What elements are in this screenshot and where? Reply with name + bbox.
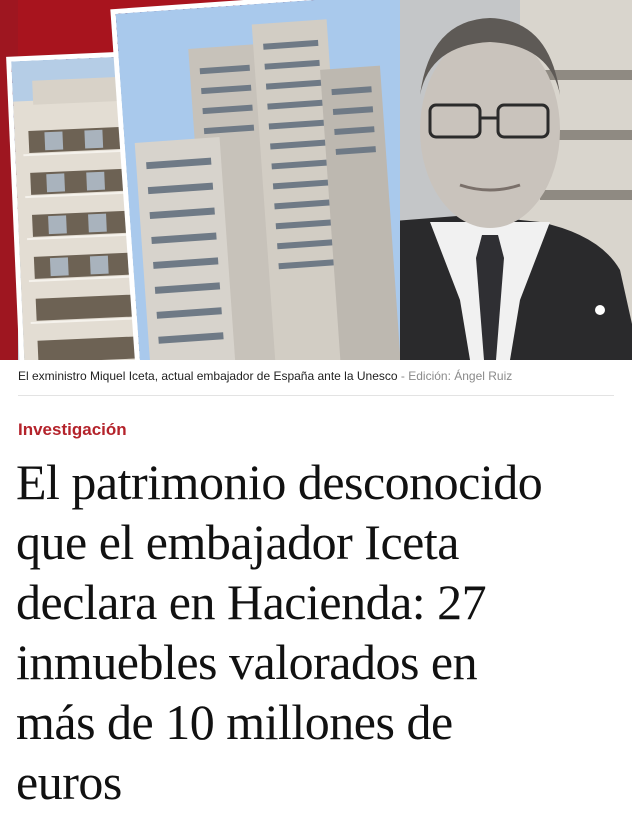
- headline-line: inmuebles valorados en: [16, 634, 478, 690]
- red-side-band: [0, 0, 18, 360]
- portrait-photo-right: [400, 0, 632, 360]
- article-headline: [16, 452, 628, 812]
- headline-line: más de 10 millones de: [16, 694, 453, 750]
- headline-line: El patrimonio desconocido: [16, 454, 543, 510]
- caption-text: El exministro Miquel Iceta, actual embajador de España ante la Unesco: [18, 369, 398, 383]
- photo-credit: Edición: Ángel Ruiz: [408, 369, 513, 383]
- hero-photo-collage: [0, 0, 632, 360]
- headline-line: que el embajador Iceta: [16, 514, 459, 570]
- caption-separator: -: [397, 369, 409, 383]
- headline-line: declara en Hacienda: 27: [16, 574, 487, 630]
- divider: [18, 395, 614, 396]
- headline-line: euros: [16, 754, 122, 810]
- photo-caption: [18, 369, 618, 383]
- section-label-link[interactable]: Investigación: [18, 420, 127, 439]
